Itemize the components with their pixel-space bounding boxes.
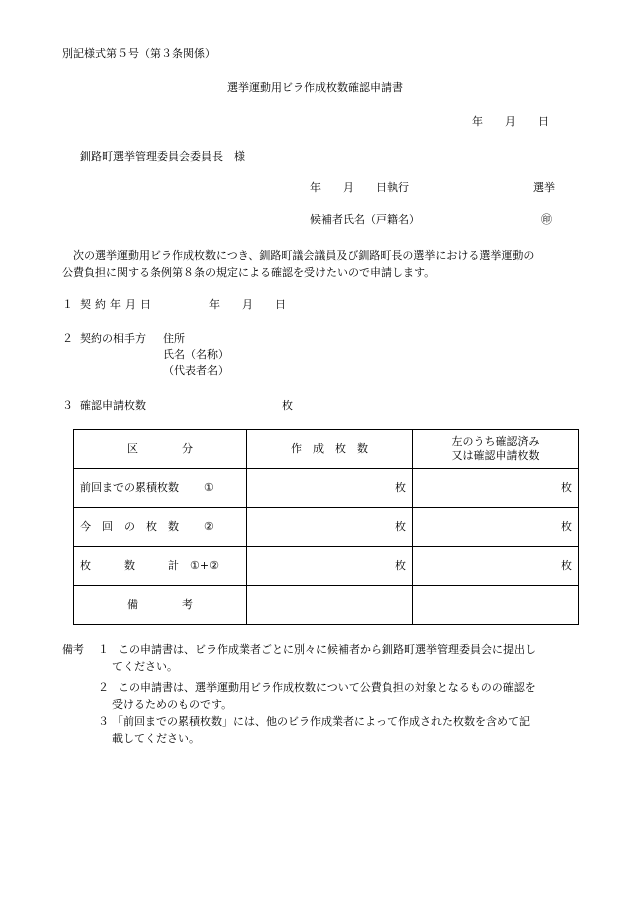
item1-value: 年 月 日 <box>209 298 286 311</box>
row-mark: ① <box>204 481 214 494</box>
document-title: 選挙運動用ビラ作成枚数確認申請書 <box>227 81 403 94</box>
produced-count-cell[interactable]: 枚 <box>247 469 413 508</box>
note1-line-2: てください。 <box>112 660 178 673</box>
remarks-label: 備 考 <box>74 586 247 625</box>
item3-label: 確認申請枚数 <box>80 399 146 412</box>
table-row <box>74 547 579 586</box>
item2-label: 契約の相手方 <box>80 332 146 345</box>
item2-name: 氏名（名称） <box>163 348 229 361</box>
row-mark: ② <box>204 520 214 533</box>
row-label: 枚 数 計 <box>80 559 179 572</box>
note3-number: ３ <box>98 715 109 728</box>
header-category: 区 分 <box>74 430 247 469</box>
confirmed-count-cell[interactable]: 枚 <box>413 469 579 508</box>
election-date: 年 月 日執行 <box>310 181 409 194</box>
row-label-cell <box>74 469 247 508</box>
notes-heading: 備考 <box>62 643 84 656</box>
submission-date: 年 月 日 <box>472 115 549 128</box>
note2-line-2: 受けるためのものです。 <box>112 698 233 711</box>
produced-count-cell[interactable]: 枚 <box>247 508 413 547</box>
count-table <box>73 429 579 625</box>
body-text-line-1: 次の選挙運動用ビラ作成枚数につき、釧路町議会議員及び釧路町長の選挙における選挙運動の <box>73 249 535 262</box>
candidate-name-label: 候補者氏名（戸籍名） <box>310 213 420 226</box>
note2-number: ２ <box>98 681 109 694</box>
item2-number: ２ <box>62 332 73 345</box>
item1-number: １ <box>62 298 73 311</box>
note1-number: １ <box>98 643 109 656</box>
table-row <box>74 469 579 508</box>
election-label: 選挙 <box>533 181 555 194</box>
item2-representative: （代表者名） <box>163 364 229 377</box>
row-label: 今 回 の 枚 数 <box>80 520 179 533</box>
header-produced-count: 作 成 枚 数 <box>247 430 413 469</box>
item3-number: ３ <box>62 399 73 412</box>
row-mark: ①+② <box>190 559 219 572</box>
form-header: 別記様式第５号（第３条関係） <box>62 47 216 60</box>
produced-count-cell[interactable]: 枚 <box>247 547 413 586</box>
table-row <box>74 508 579 547</box>
addressee: 釧路町選挙管理委員会委員長 様 <box>80 150 245 163</box>
seal-mark: ㊞ <box>541 213 552 226</box>
remarks-cell-produced[interactable] <box>247 586 413 625</box>
item3-unit: 枚 <box>282 399 293 412</box>
confirmed-count-cell[interactable]: 枚 <box>413 547 579 586</box>
item2-address: 住所 <box>163 332 185 345</box>
note3-line-2: 載してください。 <box>112 732 200 745</box>
row-label-cell <box>74 508 247 547</box>
confirmed-count-cell[interactable]: 枚 <box>413 508 579 547</box>
header-confirmed-count <box>413 430 579 469</box>
remarks-cell-confirmed[interactable] <box>413 586 579 625</box>
header-confirmed-line-1: 左のうち確認済み <box>451 435 540 448</box>
row-label-cell <box>74 547 247 586</box>
note1-line-1: この申請書は、ビラ作成業者ごとに別々に候補者から釧路町選挙管理委員会に提出し <box>118 643 536 656</box>
note2-line-1: この申請書は、選挙運動用ビラ作成枚数について公費負担の対象となるものの確認を <box>118 681 536 694</box>
table-remarks-row <box>74 586 579 625</box>
row-label: 前回までの累積枚数 <box>80 481 179 494</box>
header-confirmed-line-2: 又は確認申請枚数 <box>451 449 540 462</box>
item1-label: 契約年月日 <box>80 298 155 311</box>
body-text-line-2: 公費負担に関する条例第８条の規定による確認を受けたいので申請します。 <box>62 266 436 279</box>
table-header-row <box>74 430 579 469</box>
note3-line-1: 「前回までの累積枚数」には、他のビラ作成業者によって作成された枚数を含めて記 <box>112 715 530 728</box>
